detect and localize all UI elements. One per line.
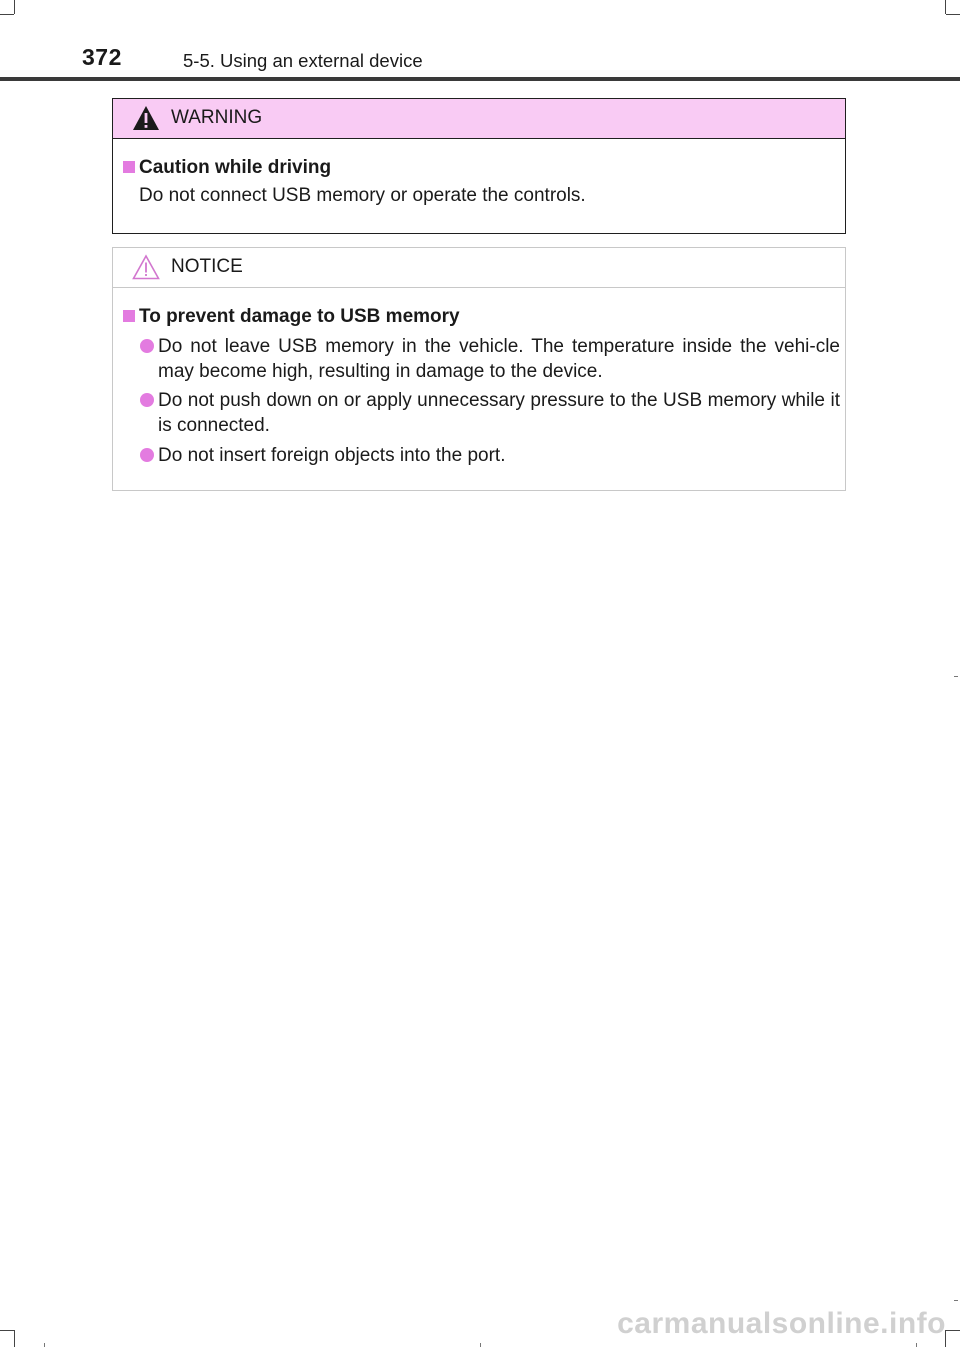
warning-triangle-outline-icon [132,254,160,280]
warning-text: Do not connect USB memory or operate the controls. [139,185,586,206]
crop-mark [945,0,946,14]
notice-label: NOTICE [171,256,243,277]
bullet-text: Do not leave USB memory in the vehicle. The temperature inside the vehi-cle may become high, resulting in damage to the device. [158,336,840,382]
circle-bullet-icon [140,448,154,462]
crop-mark [14,1330,15,1347]
square-bullet-icon [123,310,135,322]
list-item [158,388,840,438]
notice-heading-text: To prevent damage to USB memory [139,306,460,327]
circle-bullet-icon [140,339,154,353]
crop-mark [0,14,14,15]
warning-triangle-filled-icon [132,105,160,131]
warning-header [113,99,845,139]
header-rule [0,77,960,81]
notice-header [113,248,845,288]
crop-mark [14,0,15,14]
bullet-text: Do not push down on or apply unnecessary pressure to the USB memory while it is connected. [158,390,840,436]
warning-box [112,98,846,234]
crop-tick [954,676,958,677]
page-number: 372 [82,44,122,70]
notice-box [112,247,846,491]
list-item [158,443,840,468]
circle-bullet-icon [140,393,154,407]
warning-heading-text: Caution while driving [139,157,332,178]
crop-mark [946,1330,960,1331]
crop-tick [480,1343,481,1347]
list-item [158,334,840,384]
crop-tick [44,1343,45,1347]
crop-mark [0,1330,14,1331]
warning-heading [139,157,331,179]
bullet-text: Do not insert foreign objects into the port. [158,445,506,466]
section-title: 5-5. Using an external device [183,50,423,71]
warning-label: WARNING [171,107,263,128]
crop-tick [954,1300,958,1301]
crop-mark [946,14,960,15]
watermark: carmanualsonline.info [617,1307,946,1340]
notice-heading [139,306,460,328]
crop-tick [916,1343,917,1347]
square-bullet-icon [123,161,135,173]
